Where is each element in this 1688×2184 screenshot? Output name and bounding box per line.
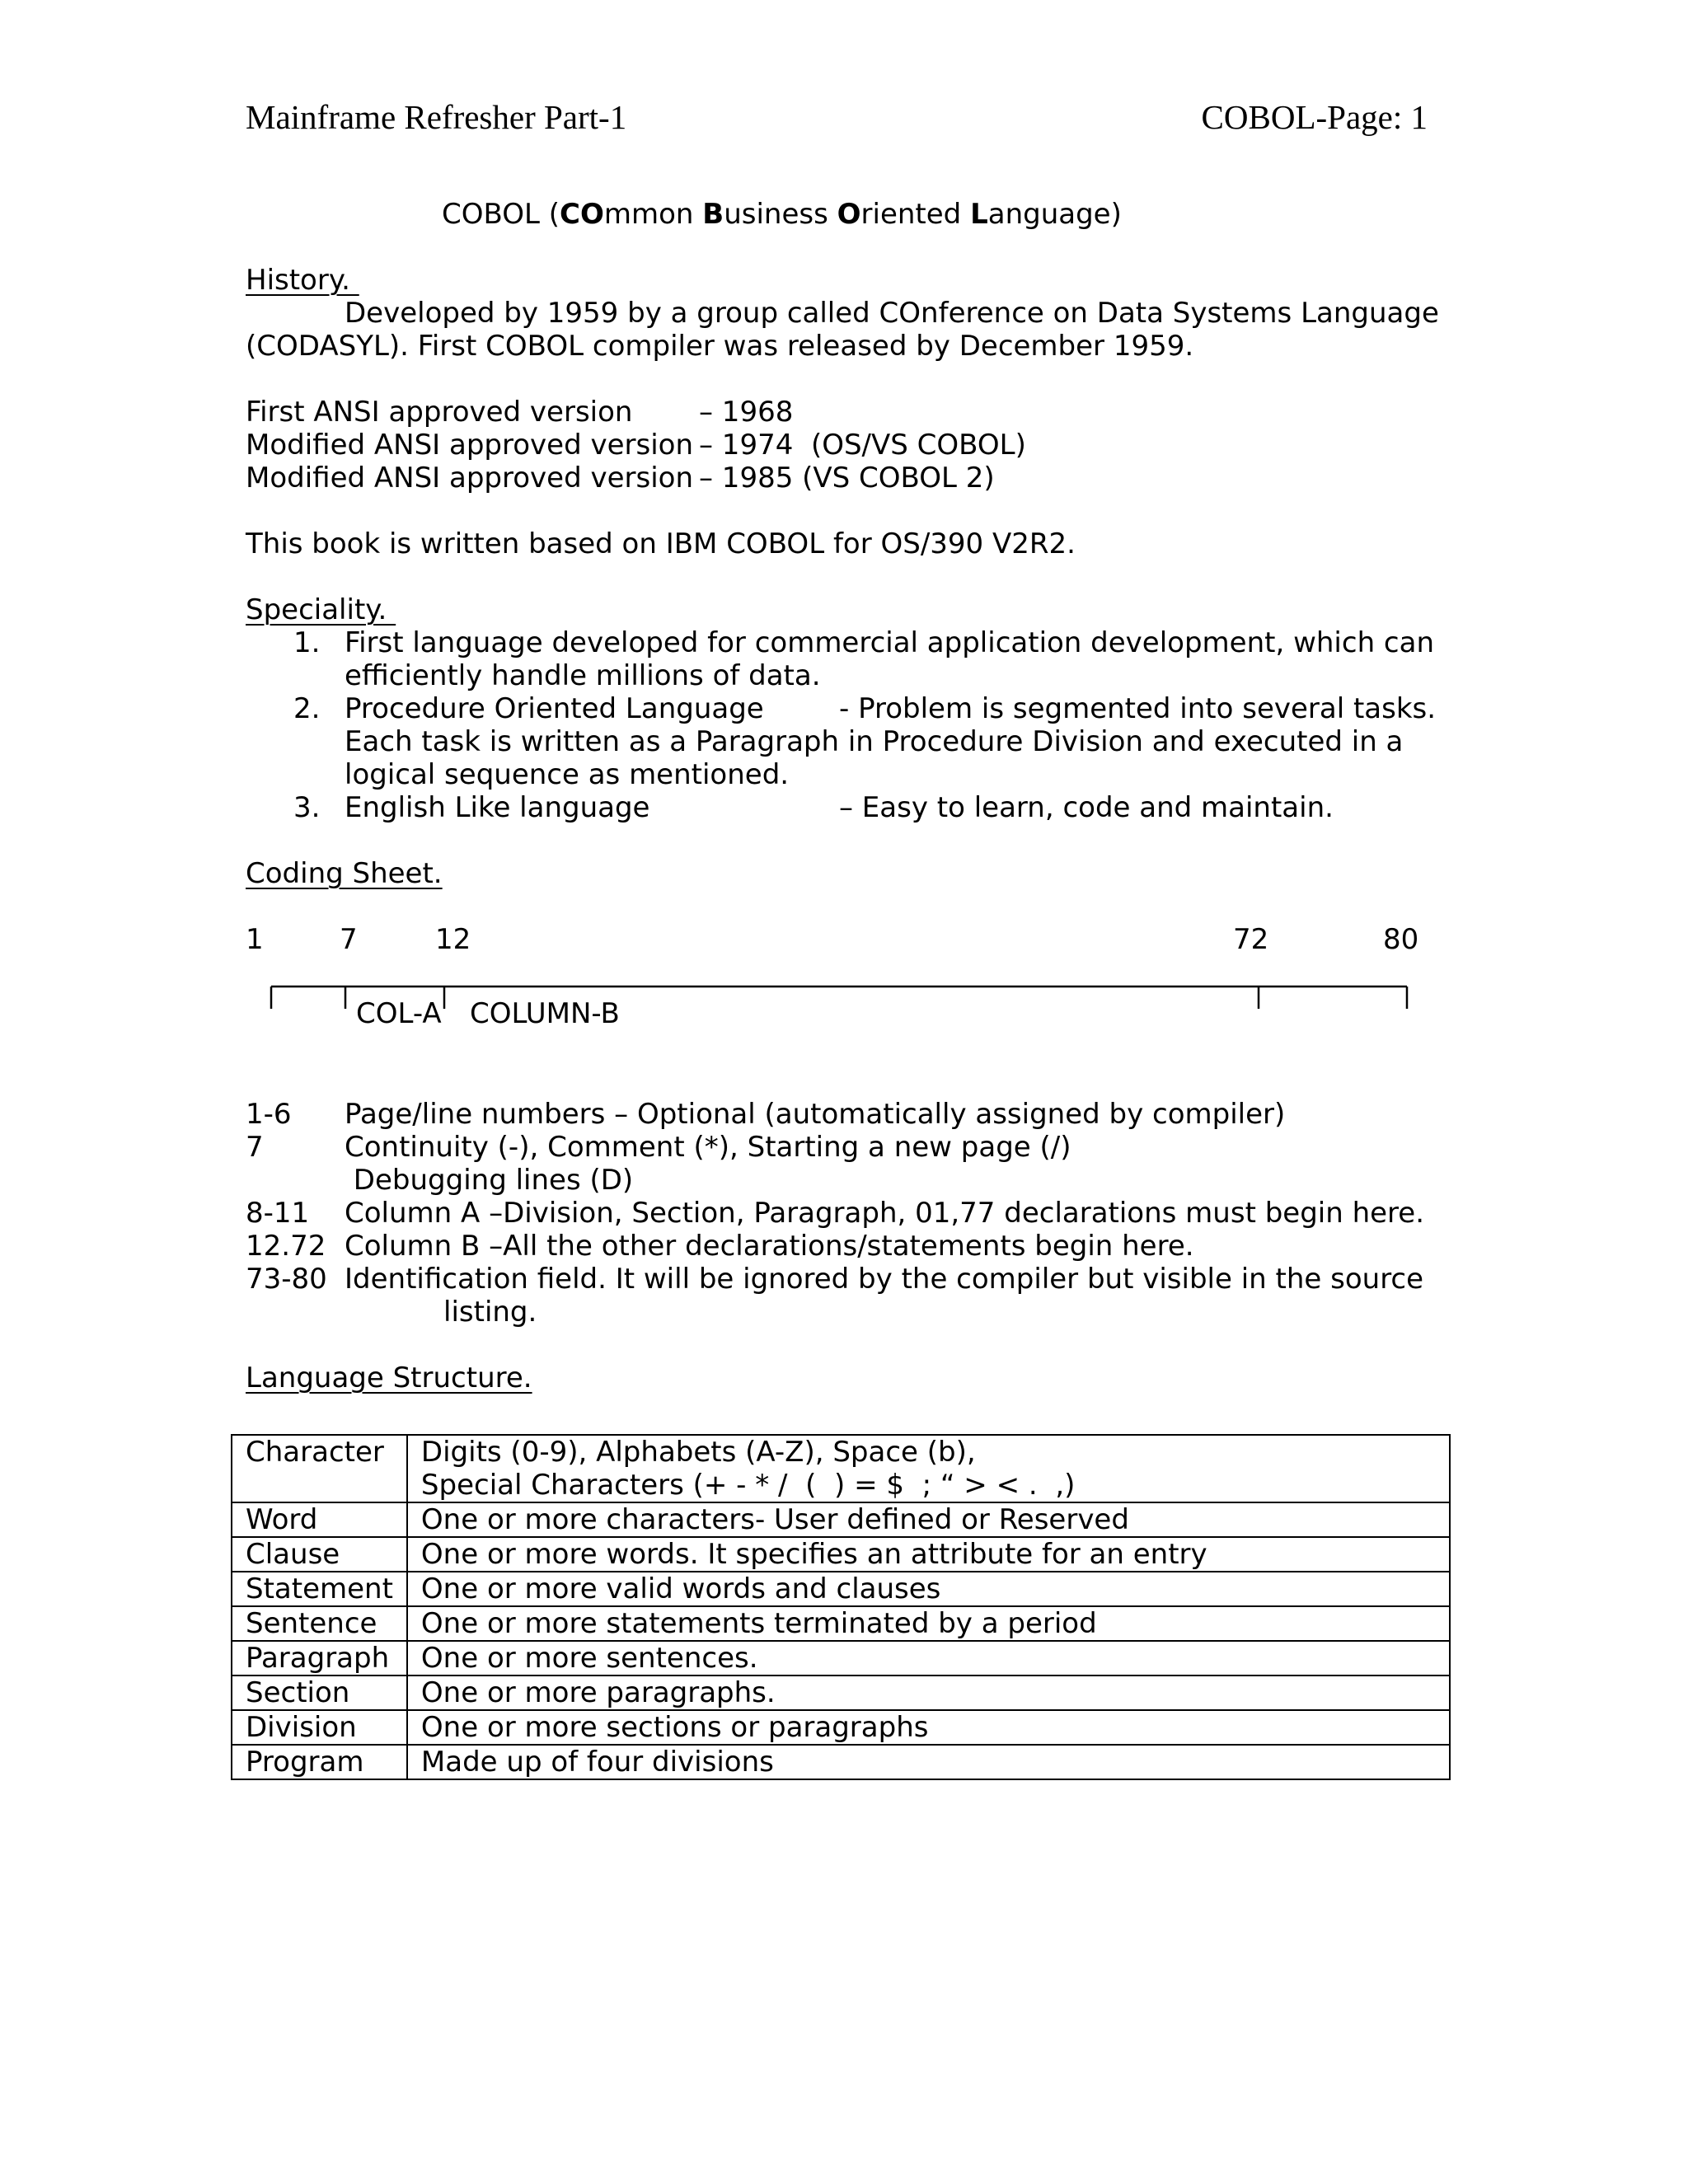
description-cell: One or more paragraphs. [407,1675,1450,1710]
description-cell: One or more statements terminated by a period [407,1606,1450,1641]
table-row [232,1502,1450,1537]
term-cell: Section [232,1675,407,1710]
version-label: Modified ANSI approved version [246,462,693,494]
term-cell: Character [232,1435,407,1502]
coding-sheet-heading: Coding Sheet. [246,857,443,890]
term-cell: Sentence [232,1606,407,1641]
description-cell: Made up of four divisions [407,1745,1450,1779]
table-row [232,1435,1450,1502]
list-number: 2. [293,692,321,725]
column-range-desc: Page/line numbers – Optional (automatically assigned by compiler) [345,1098,1286,1131]
document-title: COBOL (COmmon Business Oriented Language) [442,198,1122,231]
column-number: 80 [1383,923,1419,956]
column-range: 73-80 [246,1263,327,1296]
list-item: English Like language [345,791,650,824]
language-structure-heading: Language Structure. [246,1361,532,1394]
term-cell: Word [232,1502,407,1537]
history-line-1: Developed by 1959 by a group called COnference on Data Systems Language [345,297,1439,330]
list-item-cont: Each task is written as a Paragraph in Procedure Division and executed in a [345,725,1404,758]
list-item: First language developed for commercial application development, which can [345,626,1434,659]
list-item-desc: - Problem is segmented into several tasks. [839,692,1437,725]
language-structure-table [231,1434,1451,1780]
column-number: 72 [1233,923,1269,956]
version-value: – 1985 (VS COBOL 2) [699,462,995,494]
table-row [232,1641,1450,1675]
column-number: 1 [246,923,264,956]
history-heading: History. [246,264,359,297]
table-row [232,1606,1450,1641]
column-range-desc: Column B –All the other declarations/statements begin here. [345,1230,1194,1263]
list-item-cont: efficiently handle millions of data. [345,659,821,692]
version-value: – 1974 (OS/VS COBOL) [699,429,1026,462]
description-cell: One or more characters- User defined or Reserved [407,1502,1450,1537]
term-cell: Division [232,1710,407,1745]
column-range-desc-cont: listing. [443,1296,537,1329]
table-row [232,1745,1450,1779]
history-line-2: (CODASYL). First COBOL compiler was released by December 1959. [246,330,1194,363]
table-row [232,1675,1450,1710]
term-cell: Statement [232,1572,407,1606]
term-cell: Program [232,1745,407,1779]
term-cell: Paragraph [232,1641,407,1675]
term-cell: Clause [232,1537,407,1572]
column-range-desc: Column A –Division, Section, Paragraph, 01,77 declarations must begin here. [345,1197,1425,1230]
col-b-label: COLUMN-B [470,997,620,1030]
column-range: 12.72 [246,1230,326,1263]
table-row [232,1710,1450,1745]
column-number: 12 [435,923,471,956]
column-range: 1-6 [246,1098,292,1131]
page-header-left: Mainframe Refresher Part-1 [246,98,627,136]
description-cell: One or more sentences. [407,1641,1450,1675]
table-row [232,1537,1450,1572]
version-label: First ANSI approved version [246,396,633,429]
column-number: 7 [340,923,358,956]
page-header-right: COBOL-Page: 1 [1201,98,1428,136]
list-number: 1. [293,626,321,659]
description-cell: One or more sections or paragraphs [407,1710,1450,1745]
col-a-label: COL-A [356,997,442,1030]
column-range: 8-11 [246,1197,310,1230]
list-item-cont: logical sequence as mentioned. [345,758,790,791]
table-row [232,1572,1450,1606]
list-number: 3. [293,791,321,824]
description-cell: One or more valid words and clauses [407,1572,1450,1606]
column-range-desc-cont: Debugging lines (D) [345,1164,634,1197]
book-note: This book is written based on IBM COBOL for OS/390 V2R2. [246,527,1076,560]
column-range-desc: Continuity (-), Comment (*), Starting a new page (/) [345,1131,1071,1164]
version-label: Modified ANSI approved version [246,429,693,462]
description-cell: Digits (0-9), Alphabets (A-Z), Space (b), Special Characters (+ - * / ( ) = $ ; “ > < . ,) [407,1435,1450,1502]
list-item-desc: – Easy to learn, code and maintain. [839,791,1334,824]
column-range: 7 [246,1131,264,1164]
list-item: Procedure Oriented Language [345,692,764,725]
version-value: – 1968 [699,396,794,429]
column-range-desc: Identification field. It will be ignored by the compiler but visible in the source [345,1263,1424,1296]
description-cell: One or more words. It specifies an attribute for an entry [407,1537,1450,1572]
speciality-heading: Speciality. [246,593,396,626]
